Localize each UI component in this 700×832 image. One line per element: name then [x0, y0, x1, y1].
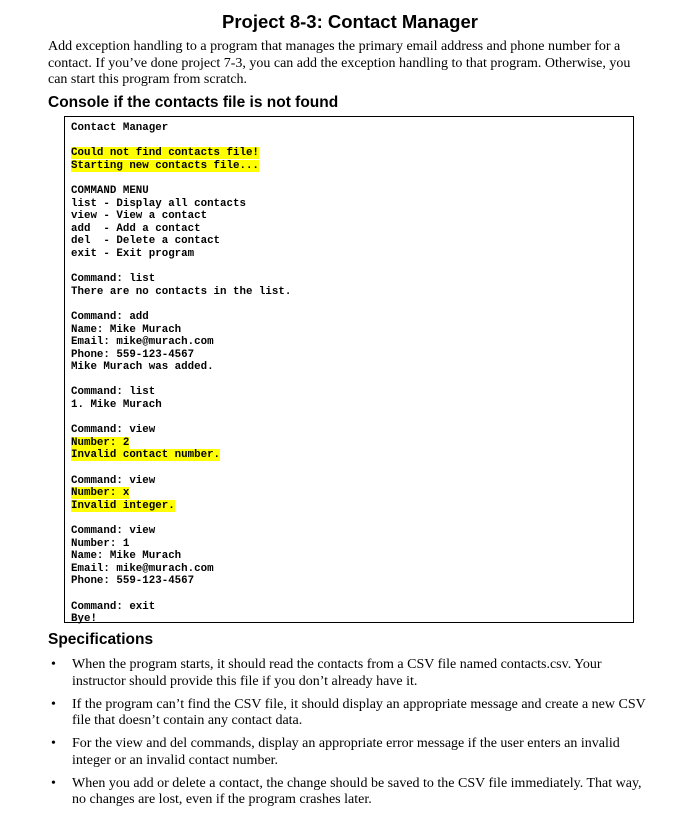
console-line-text: exit - Exit program [71, 247, 195, 260]
console-line [71, 588, 627, 601]
console-line [71, 349, 627, 362]
console-line-text: Bye! [71, 613, 97, 626]
console-line [71, 273, 627, 286]
specifications-list [48, 657, 658, 815]
specification-item [48, 697, 658, 730]
console-line-highlighted [71, 160, 627, 173]
specification-item [48, 736, 658, 769]
console-line-text: 1. Mike Murach [71, 399, 162, 412]
console-line-highlighted [71, 437, 627, 450]
console-line-highlighted [71, 487, 627, 500]
specifications-heading: Specifications [48, 631, 154, 648]
console-line-text: There are no contacts in the list. [71, 285, 292, 298]
specification-text: For the view and del commands, display an appropriate error message if the user enters an invalid integer or an invalid contact number. [72, 736, 620, 768]
console-line [71, 613, 627, 626]
console-line-text: COMMAND MENU [71, 184, 149, 197]
console-line-text: Invalid integer. [71, 499, 175, 512]
console-line-highlighted [71, 500, 627, 513]
specification-text: When you add or delete a contact, the change should be saved to the CSV file immediately. That way, no changes are lost, even if the program crashes later. [72, 775, 642, 807]
console-line-text: Command: view [71, 525, 156, 537]
bullet-icon: • [51, 736, 56, 751]
specification-text: If the program can’t find the CSV file, it should display an appropriate message and create a new CSV file that doesn’t contain any contact data. [72, 696, 646, 728]
console-box [64, 116, 634, 626]
console-line-text: Could not find contacts file! [71, 147, 259, 160]
console-line [71, 374, 627, 387]
console-line [71, 386, 627, 399]
console-line [71, 550, 627, 563]
console-line [71, 336, 627, 349]
bullet-icon: • [51, 657, 56, 672]
console-line [71, 412, 627, 425]
page-title: Project 8-3: Contact Manager [222, 11, 478, 32]
console-line [71, 298, 627, 311]
console-line [71, 538, 627, 551]
console-line-text: Phone: 559-123-4567 [71, 348, 195, 361]
console-line-text: Command: view [71, 474, 156, 487]
console-line-highlighted [71, 147, 627, 160]
specification-item [48, 657, 658, 690]
console-line [71, 512, 627, 525]
console-line-text: Starting new contacts file... [71, 159, 259, 172]
console-line-highlighted [71, 449, 627, 462]
specification-item [48, 776, 658, 809]
console-line-text: Phone: 559-123-4567 [71, 575, 195, 588]
console-line-text: del - Delete a contact [71, 235, 221, 248]
console-line-text: Name: Mike Murach [71, 323, 182, 336]
console-line [71, 135, 627, 148]
bullet-icon: • [51, 696, 56, 712]
console-line-text: Email: mike@murach.com [71, 336, 214, 349]
console-line [71, 462, 627, 475]
console-line-text: view - View a contact [71, 210, 208, 223]
console-line [71, 235, 627, 248]
console-line [71, 361, 627, 374]
console-line [71, 475, 627, 488]
console-line-text: Email: mike@murach.com [71, 562, 214, 575]
console-line-text: Invalid contact number. [71, 449, 221, 462]
console-line [71, 311, 627, 324]
console-heading: Console if the contacts file is not found [48, 94, 339, 111]
console-line [71, 122, 627, 135]
console-line-text: Command: add [71, 310, 149, 323]
console-line-text: Mike Murach was added. [71, 361, 214, 374]
console-line [71, 563, 627, 576]
console-line [71, 601, 627, 614]
console-line [71, 261, 627, 274]
console-line-text: Command: list [71, 273, 156, 286]
console-line [71, 324, 627, 337]
console-line [71, 185, 627, 198]
intro-paragraph: Add exception handling to a program that manages the primary email address and phone number for a contact. If you’ve done project 7-3, you can add the exception handling to that program. Otherwise, you can start this program from scratch. [48, 39, 631, 87]
console-line-text: Command: view [71, 424, 156, 437]
console-line [71, 424, 627, 437]
console-line [71, 399, 627, 412]
console-line-text: Number: 1 [71, 537, 130, 550]
console-line [71, 248, 627, 261]
console-line-text: Command: exit [71, 600, 156, 613]
console-line [71, 172, 627, 185]
specification-text: When the program starts, it should read the contacts from a CSV file named contacts.csv. Your instructor should provide this file if you don’t already have it. [72, 657, 602, 689]
console-line [71, 525, 627, 538]
console-line-text: Contact Manager [71, 122, 169, 134]
console-line [71, 198, 627, 211]
console-line [71, 575, 627, 588]
console-line-text: add - Add a contact [71, 222, 201, 235]
console-line [71, 223, 627, 236]
console-line-text: Name: Mike Murach [71, 550, 182, 563]
console-line-text: Command: list [71, 386, 156, 399]
console-line-text: Number: x [71, 487, 130, 500]
console-line [71, 286, 627, 299]
console-line-text: list - Display all contacts [71, 197, 246, 210]
bullet-icon: • [51, 775, 56, 791]
console-line [71, 210, 627, 223]
console-line-text: Number: 2 [71, 436, 130, 449]
